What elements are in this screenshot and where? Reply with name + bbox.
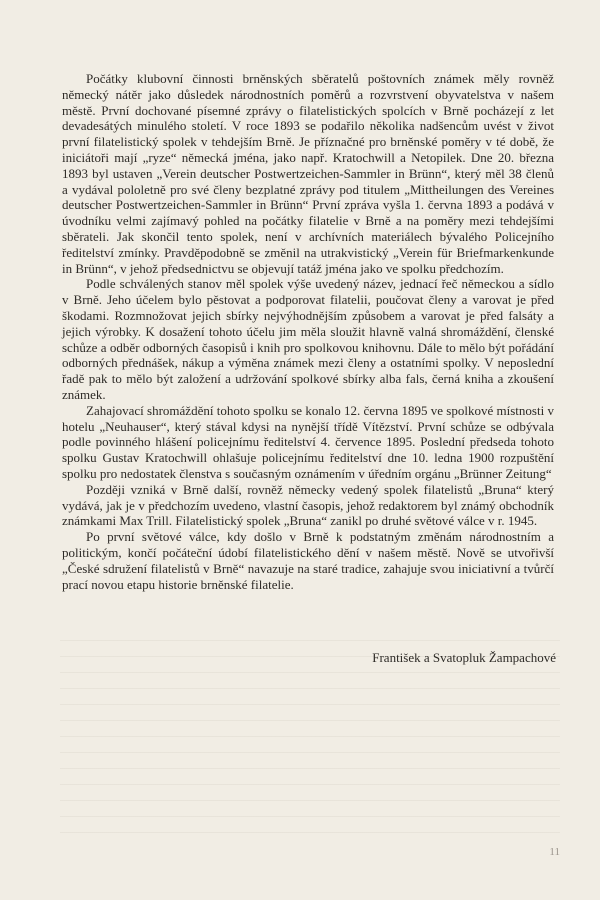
paragraph-1: Počátky klubovní činnosti brněnských sběratelů poštovních známek měly rovněž německý nátěr jako důsledek národnostních poměrů a rozvrstvení obyvatelstva v našem městě. První dochované písemné zprávy o filatelistických spolcích v Brně pocházejí z let devadesátých minulého století. V roce 1893 se podařilo několika nadšencům uvést v život první filatelistický spolek v tehdejším Brně. Je příznačné pro brněnské poměry v té době, že iniciátoři mají „ryze“ německá jména, jako např. Kratochwill a Netopilek. Dne 20. března 1893 byl ustaven „Verein deutscher Postwertzeichen-Sammler in Brünn“, který měl 38 členů a vydával pololetně pro své členy bezplatné zprávy pod titulem „Mittheilungen des Vereines deutscher Postwertzeichen-Sammler in Brünn“ První zpráva vyšla 1. června 1893 a podává v úvodníku velmi zajímavý pohled na počátky filatelie v Brně a na poměry mezi tehdejšími sběrateli. Jak skončil tento spolek, není v archívních materiálech bývalého Policejního ředitelství zmínky. Pravděpodobně se změnil na utrakvistický „Verein für Briefmarkenkunde in Brünn“, v jehož předsednictvu se objevují tatáž jména jako ve spolku předchozím. [62,71,554,276]
paragraph-3: Zahajovací shromáždění tohoto spolku se konalo 12. června 1895 ve spolkové místnosti v hotelu „Neuhauser“, který stával kdysi na nynější třídě Vítězství. První schůze se odbývala podle povinného hlášení policejnímu ředitelství 4. července 1895. Poslední předseda tohoto spolku Gustav Kratochwill ohlašuje policejnímu ředitelství dne 10. ledna 1900 rozpuštění spolku pro nedostatek členstva s současným oznámením v úředním orgánu „Brünner Zeitung“ [62,402,554,481]
author-signature: František a Svatopluk Žampachové [372,650,556,665]
paragraph-5: Po první světové válce, kdy došlo v Brně k podstatným změnám národnostním a politickým, končí počáteční údobí filatelistického dění v našem městě. Nově se utvořivší „České sdružení filatelistů v Brně“ navazuje na staré tradice, zahajuje svou iniciativní a tvůrčí prací novou etapu historie brněnské filatelie. [62,529,554,592]
article-body [62,71,554,592]
show-through-text [60,640,560,840]
page-number: 11 [549,846,560,858]
paragraph-4: Později vzniká v Brně další, rovněž německy vedený spolek filatelistů „Bruna“ který vydává, jak je v předchozím uvedeno, vlastní časopis, jehož redaktorem byl známý obchodník známkami Max Trill. Filatelistický spolek „Bruna“ zanikl po druhé světové válce v r. 1945. [62,481,554,529]
paragraph-2: Podle schválených stanov měl spolek výše uvedený název, jednací řeč německou a sídlo v Brně. Jeho účelem bylo pěstovat a podporovat filatelii, poučovat členy a varovat je před škodami. Rozmnožovat jejich sbírky nejvýhodnějším způsobem a varovat je před falsáty a jejich výrobky. K dosažení tohoto účelu jim měla sloužit hlavně valná shromáždění, členské schůze a odběr odborných časopisů i knih pro spolkovou knihovnu. Dále to mělo být pořádání odborných přednášek, nákup a výměna známek mezi členy a ostatními spolky. V neposlední řadě pak to mělo být založení a udržování spolkové sbírky alba fals, černá kniha a zkoušení známek. [62,276,554,402]
